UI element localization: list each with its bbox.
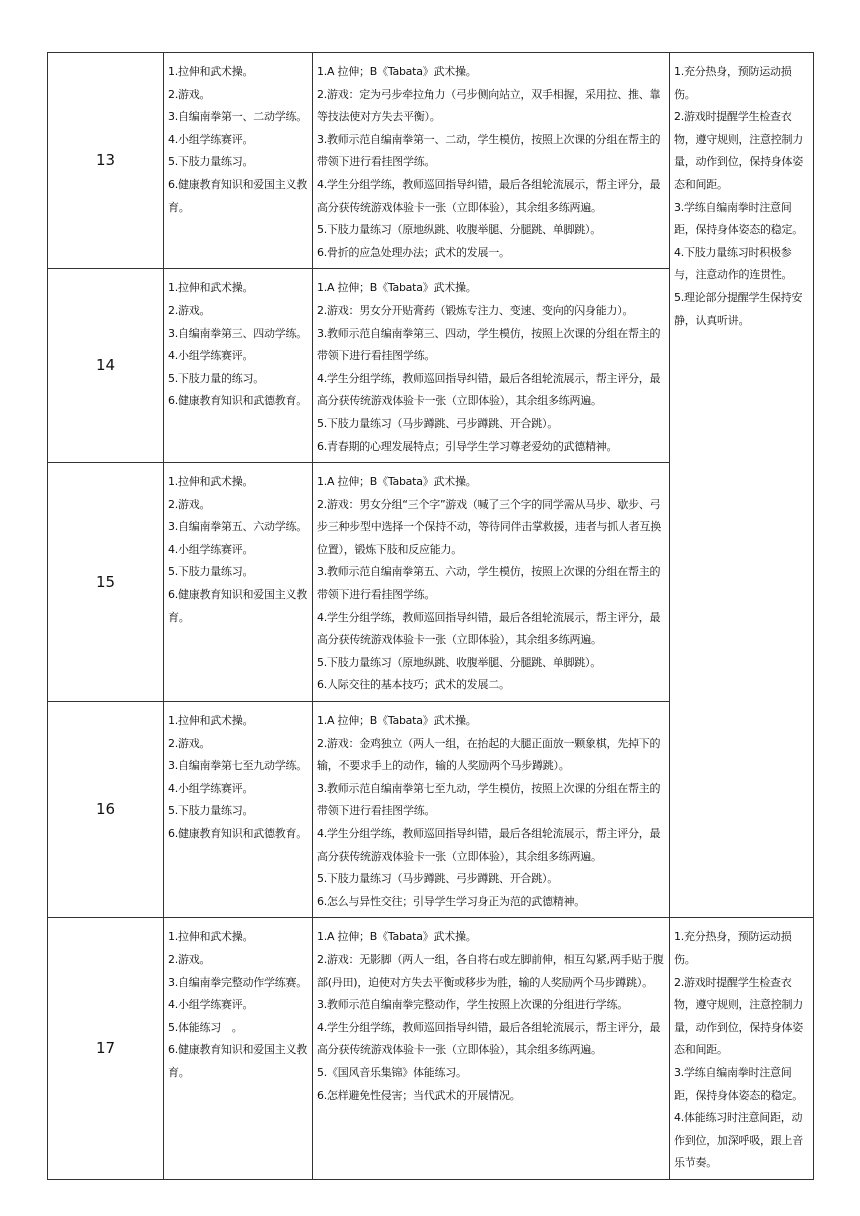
process-item: 3.教师示范自编南拳完整动作，学生按照上次课的分组进行学练。 bbox=[317, 998, 628, 1012]
content-item: 6.健康教育知识和武德教育。 bbox=[168, 827, 307, 840]
process-item: 4.学生分组学练，教师巡回指导纠错，最后各组轮流展示，帮主评分，最高分获传统游戏体验卡一张（立即体验），其余组多练两遍。 bbox=[317, 1020, 661, 1057]
lesson-row bbox=[48, 53, 814, 269]
content-item: 5.下肢力量练习。 bbox=[168, 565, 254, 579]
process-item: 5.下肢力量练习（马步蹲跳、弓步蹲跳、开合跳）。 bbox=[317, 416, 558, 430]
lesson-row bbox=[48, 918, 814, 1180]
safety-note: 4.体能练习时注意间距，动作到位，加深呼吸，跟上音乐节奏。 bbox=[674, 1111, 803, 1170]
lesson-number: 13 bbox=[48, 53, 164, 269]
content-item: 2.游戏。 bbox=[168, 303, 211, 317]
safety-note: 4.下肢力量练习时积极参与，注意动作的连贯性。 bbox=[674, 245, 793, 282]
lesson-process-cell bbox=[313, 53, 670, 269]
safety-note: 3.学练自编南拳时注意间距，保持身体姿态的稳定。 bbox=[674, 1065, 803, 1102]
content-item: 3.自编南拳第五、六动学练。 bbox=[168, 520, 307, 534]
process-item: 4.学生分组学练，教师巡回指导纠错，最后各组轮流展示，帮主评分，最高分获传统游戏体验卡一张（立即体验），其余组多练两遍。 bbox=[317, 371, 661, 408]
process-item: 5.下肢力量练习（原地纵跳、收腹举腿、分腿跳、单脚跳）。 bbox=[317, 223, 601, 237]
content-item: 4.小组学练赛评。 bbox=[168, 132, 254, 146]
safety-notes-cell bbox=[670, 53, 814, 918]
safety-note: 2.游戏时提醒学生检查衣物，遵守规则，注意控制力量，动作到位，保持身体姿态和间距。 bbox=[674, 975, 803, 1057]
content-item: 2.游戏。 bbox=[168, 497, 211, 511]
content-item: 3.自编南拳完整动作学练赛。 bbox=[168, 975, 307, 989]
process-item: 5.《国风音乐集锦》体能练习。 bbox=[317, 1065, 467, 1079]
lesson-content-cell bbox=[164, 918, 313, 1180]
process-item: 6.青春期的心理发展特点；引导学生学习尊老爱幼的武德精神。 bbox=[317, 439, 618, 453]
content-item: 5.体能练习 。 bbox=[168, 1020, 243, 1034]
process-item: 5.下肢力量练习（原地纵跳、收腹举腿、分腿跳、单脚跳）。 bbox=[317, 655, 601, 669]
safety-notes-cell bbox=[670, 918, 814, 1180]
lesson-process-cell bbox=[313, 702, 670, 918]
content-item: 6.健康教育知识和爱国主义教育。 bbox=[168, 177, 307, 214]
safety-note: 1.充分热身，预防运动损伤。 bbox=[674, 65, 792, 101]
lesson-plan-table bbox=[47, 52, 814, 1180]
process-item: 4.学生分组学练，教师巡回指导纠错，最后各组轮流展示，帮主评分，最高分获传统游戏体验卡一张（立即体验），其余组多练两遍。 bbox=[317, 177, 661, 214]
content-item: 4.小组学练赛评。 bbox=[168, 349, 254, 363]
content-item: 2.游戏。 bbox=[168, 952, 211, 966]
content-item: 1.拉伸和武术操。 bbox=[168, 65, 254, 78]
content-item: 2.游戏。 bbox=[168, 736, 211, 750]
content-item: 5.下肢力量练习。 bbox=[168, 804, 254, 818]
safety-note: 5.理论部分提醒学生保持安静，认真听讲。 bbox=[674, 290, 803, 327]
process-item: 3.教师示范自编南拳第五、六动，学生模仿，按照上次课的分组在帮主的带领下进行看挂图学练。 bbox=[317, 565, 661, 602]
lesson-plan-body bbox=[48, 53, 814, 1180]
process-item: 1.A 拉伸；B《Tabata》武术操。 bbox=[317, 930, 477, 944]
lesson-process-cell bbox=[313, 463, 670, 702]
content-item: 3.自编南拳第一、二动学练。 bbox=[168, 110, 307, 124]
lesson-content-cell bbox=[164, 463, 313, 702]
lesson-number: 14 bbox=[48, 269, 164, 463]
process-item: 5.下肢力量练习（马步蹲跳、弓步蹲跳、开合跳）。 bbox=[317, 872, 558, 886]
process-item: 6.骨折的应急处理办法；武术的发展一。 bbox=[317, 245, 510, 259]
lesson-content-cell bbox=[164, 269, 313, 463]
process-item: 1.A 拉伸；B《Tabata》武术操。 bbox=[317, 475, 477, 489]
process-item: 4.学生分组学练，教师巡回指导纠错，最后各组轮流展示，帮主评分，最高分获传统游戏体验卡一张（立即体验），其余组多练两遍。 bbox=[317, 827, 661, 863]
safety-note: 1.充分热身，预防运动损伤。 bbox=[674, 930, 792, 966]
process-item: 1.A 拉伸；B《Tabata》武术操。 bbox=[317, 281, 477, 295]
content-item: 6.健康教育知识和武德教育。 bbox=[168, 394, 307, 408]
process-item: 3.教师示范自编南拳第一、二动，学生模仿，按照上次课的分组在帮主的带领下进行看挂图学练。 bbox=[317, 132, 661, 169]
process-item: 4.学生分组学练，教师巡回指导纠错，最后各组轮流展示，帮主评分，最高分获传统游戏体验卡一张（立即体验），其余组多练两遍。 bbox=[317, 610, 661, 647]
content-item: 4.小组学练赛评。 bbox=[168, 542, 254, 556]
lesson-content-cell bbox=[164, 702, 313, 918]
process-item: 2.游戏：定为弓步牵拉角力（弓步侧向站立，双手相握，采用拉、推、靠等技法使对方失去平衡）。 bbox=[317, 87, 661, 124]
content-item: 4.小组学练赛评。 bbox=[168, 998, 254, 1012]
process-item: 2.游戏：无影脚（两人一组，各自将右或左脚前伸，相互勾紧,两手贴于腹部(丹田)，迫使对方失去平衡或移步为胜，输的人奖励两个马步蹲跳）。 bbox=[317, 952, 664, 989]
lesson-process-cell bbox=[313, 269, 670, 463]
content-item: 1.拉伸和武术操。 bbox=[168, 714, 254, 728]
lesson-number: 15 bbox=[48, 463, 164, 702]
content-item: 1.拉伸和武术操。 bbox=[168, 281, 254, 295]
lesson-number: 17 bbox=[48, 918, 164, 1180]
process-item: 3.教师示范自编南拳第三、四动，学生模仿，按照上次课的分组在帮主的带领下进行看挂图学练。 bbox=[317, 326, 661, 363]
lesson-process-cell bbox=[313, 918, 670, 1180]
content-item: 1.拉伸和武术操。 bbox=[168, 475, 254, 489]
content-item: 1.拉伸和武术操。 bbox=[168, 930, 254, 944]
content-item: 6.健康教育知识和爱国主义教育。 bbox=[168, 588, 307, 624]
process-item: 6.人际交往的基本技巧；武术的发展二。 bbox=[317, 678, 510, 692]
process-item: 2.游戏：金鸡独立（两人一组，在抬起的大腿正面放一颗象棋，先掉下的输，不要求手上的动作，输的人奖励两个马步蹲跳）。 bbox=[317, 736, 661, 773]
process-item: 6.怎样避免性侵害；当代武术的开展情况。 bbox=[317, 1088, 521, 1102]
safety-note: 3.学练自编南拳时注意间距，保持身体姿态的稳定。 bbox=[674, 200, 803, 237]
content-item: 3.自编南拳第三、四动学练。 bbox=[168, 326, 307, 340]
process-item: 2.游戏：男女分开贴膏药（锻炼专注力、变速、变向的闪身能力）。 bbox=[317, 303, 634, 317]
content-item: 5.下肢力量的练习。 bbox=[168, 371, 264, 385]
process-item: 3.教师示范自编南拳第七至九动，学生模仿，按照上次课的分组在帮主的带领下进行看挂图学练。 bbox=[317, 781, 661, 818]
process-item: 2.游戏：男女分组“三个字”游戏（喊了三个字的同学需从马步、歇步、弓步三种步型中选择一个保持不动，等待同伴击掌救援，违者与抓人者互换位置），锻炼下肢和反应能力。 bbox=[317, 497, 661, 556]
safety-note: 2.游戏时提醒学生检查衣物，遵守规则，注意控制力量，动作到位，保持身体姿态和间距。 bbox=[674, 110, 803, 191]
content-item: 5.下肢力量练习。 bbox=[168, 155, 254, 169]
lesson-number: 16 bbox=[48, 702, 164, 918]
content-item: 2.游戏。 bbox=[168, 87, 211, 101]
process-item: 1.A 拉伸；B《Tabata》武术操。 bbox=[317, 65, 477, 78]
lesson-content-cell bbox=[164, 53, 313, 269]
content-item: 4.小组学练赛评。 bbox=[168, 781, 254, 795]
process-item: 1.A 拉伸；B《Tabata》武术操。 bbox=[317, 714, 477, 728]
content-item: 3.自编南拳第七至九动学练。 bbox=[168, 759, 307, 773]
process-item: 6.怎么与异性交往；引导学生学习身正为范的武德精神。 bbox=[317, 894, 585, 908]
content-item: 6.健康教育知识和爱国主义教育。 bbox=[168, 1043, 307, 1079]
